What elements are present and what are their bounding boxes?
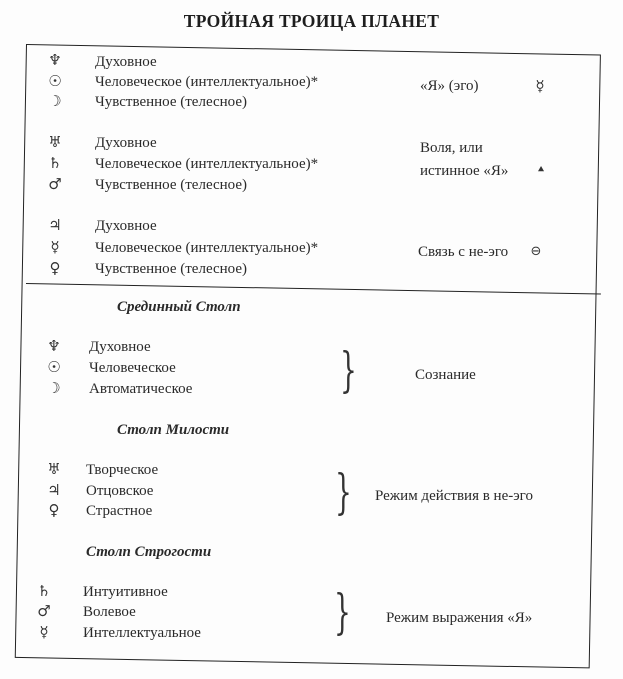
mercury-icon: ☿ (50, 238, 60, 256)
group-label-line1: Воля, или (420, 140, 483, 156)
brace-icon: } (340, 342, 357, 398)
list-item: Отцовское (86, 483, 154, 499)
group-label: «Я» (эго) (420, 78, 479, 94)
brace-icon: } (334, 584, 351, 640)
page-title: ТРОЙНАЯ ТРОИЦА ПЛАНЕТ (183, 11, 440, 31)
pillar-heading: Столп Милости (117, 422, 230, 438)
neptune-icon: ♆ (47, 337, 61, 355)
venus-icon: ♀ (49, 259, 61, 277)
list-item: Чувственное (телесное) (95, 177, 247, 193)
list-item: Человеческое (интеллектуальное)* (95, 156, 319, 172)
list-item: Интеллектуальное (83, 625, 201, 641)
list-item: Человеческое (интеллектуальное)* (95, 74, 319, 90)
list-item: Духовное (89, 339, 151, 355)
uranus-icon: ♅ (48, 133, 62, 151)
list-item: Духовное (95, 135, 157, 151)
list-item: Чувственное (телесное) (95, 261, 247, 277)
list-item: Чувственное (телесное) (95, 94, 247, 110)
moon-icon: ☽ (48, 92, 62, 110)
pillar-result: Сознание (415, 367, 476, 383)
saturn-icon: ♄ (48, 154, 62, 172)
mars-icon: ♂ (48, 175, 62, 193)
jupiter-icon: ♃ (47, 481, 61, 499)
mercury-icon: ☿ (39, 623, 49, 641)
group-label: Связь с не-эго (418, 244, 509, 260)
list-item: Интуитивное (83, 584, 168, 600)
list-item: Творческое (86, 462, 159, 478)
mars-icon: ♂ (37, 602, 51, 620)
part-of-spirit-icon: ⯅ (536, 163, 546, 176)
pillar-result: Режим действия в не-эго (375, 488, 533, 504)
list-item: Духовное (95, 54, 157, 70)
group-label-line2: истинное «Я» (420, 163, 509, 179)
list-item: Страстное (86, 503, 153, 519)
list-item: Автоматическое (89, 381, 193, 397)
pillar-result: Режим выражения «Я» (386, 610, 533, 626)
venus-icon: ♀ (48, 501, 60, 519)
pillar-heading: Срединный Столп (117, 299, 241, 315)
sun-icon: ☉ (47, 358, 61, 376)
list-item: Волевое (83, 604, 136, 620)
list-item: Духовное (95, 218, 157, 234)
uranus-icon: ♅ (47, 460, 61, 478)
moon-icon: ☽ (47, 379, 61, 397)
mercury-icon: ☿ (535, 77, 545, 95)
part-of-fortune-icon: ⊖ (530, 244, 542, 259)
sun-icon: ☉ (48, 72, 62, 90)
saturn-icon: ♄ (37, 582, 51, 600)
pillar-heading: Столп Строгости (86, 544, 212, 560)
neptune-icon: ♆ (48, 51, 62, 69)
brace-icon: } (335, 464, 352, 520)
list-item: Человеческое (интеллектуальное)* (95, 240, 319, 256)
jupiter-icon: ♃ (48, 216, 62, 234)
list-item: Человеческое (89, 360, 176, 376)
